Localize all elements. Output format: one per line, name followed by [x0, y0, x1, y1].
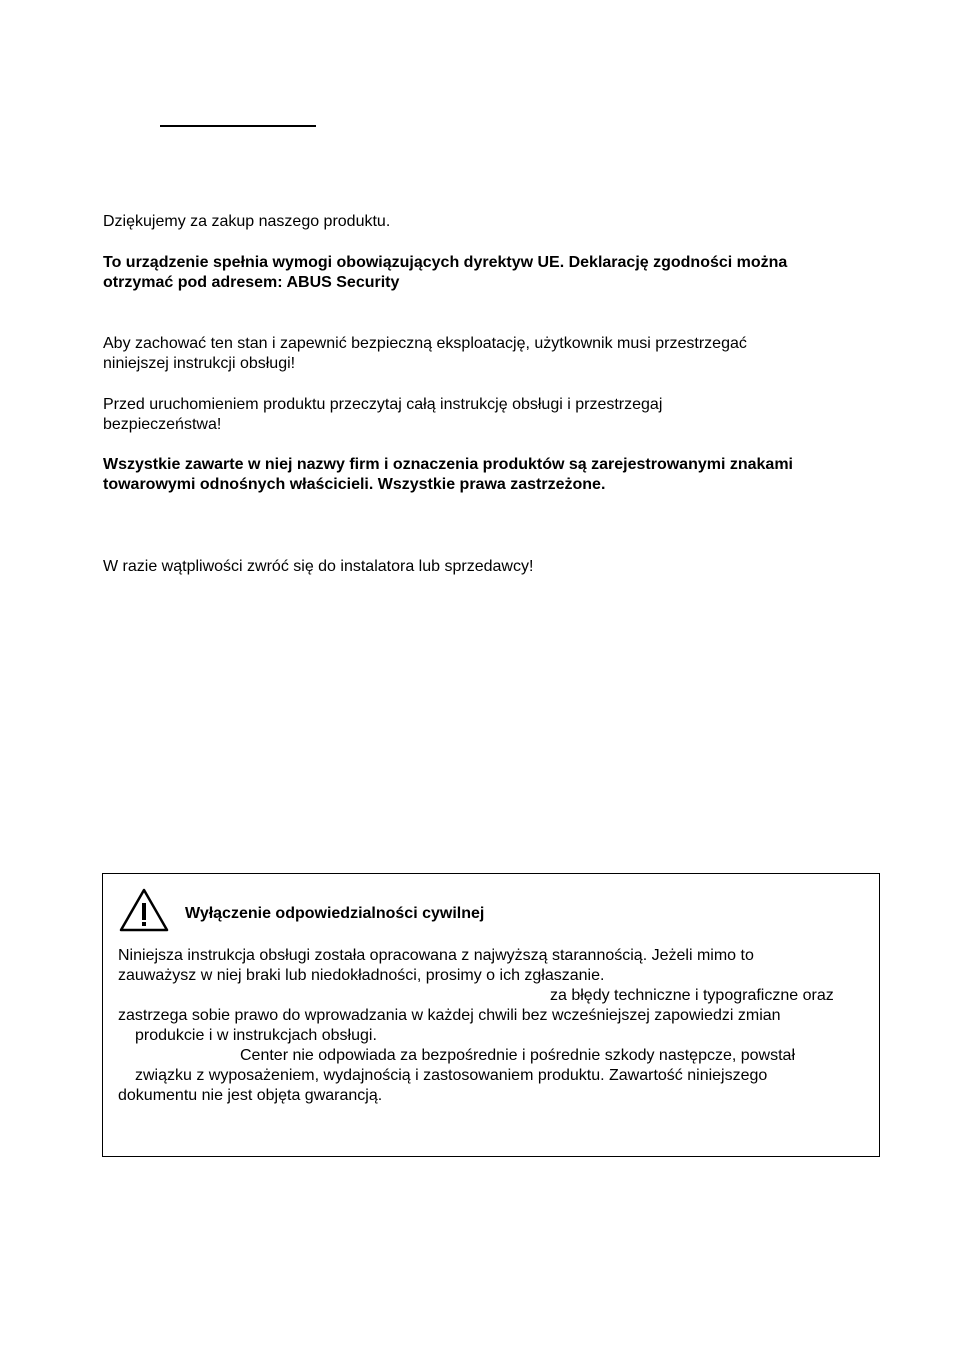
- read-before-line-1: Przed uruchomieniem produktu przeczytaj całą instrukcję obsługi i przestrzegaj: [103, 396, 663, 413]
- warning-triangle-icon: [118, 887, 170, 933]
- disclaimer-box: [102, 873, 880, 1157]
- conformity-line-1: To urządzenie spełnia wymogi obowiązujących dyrektyw UE. Deklarację zgodności można: [103, 254, 788, 271]
- disclaimer-line-3: za błędy techniczne i typograficzne oraz: [550, 987, 834, 1004]
- maintain-line-2: niniejszej instrukcji obsługi!: [103, 355, 296, 372]
- disclaimer-body: [118, 946, 878, 1106]
- doubts-line: W razie wątpliwości zwróć się do instalatora lub sprzedawcy!: [103, 558, 534, 575]
- doubts-text: [103, 557, 893, 577]
- header-rule: [160, 125, 316, 127]
- read-before-line-2: bezpieczeństwa!: [103, 416, 222, 433]
- maintain-line-1: Aby zachować ten stan i zapewnić bezpieczną eksploatację, użytkownik musi przestrzegać: [103, 335, 747, 352]
- disclaimer-line-7: związku z wyposażeniem, wydajnością i zastosowaniem produktu. Zawartość niniejszego: [135, 1067, 768, 1084]
- disclaimer-line-2: zauważysz w niej braki lub niedokładności, prosimy o ich zgłaszanie.: [118, 967, 605, 984]
- disclaimer-line-1: Niniejsza instrukcja obsługi została opracowana z najwyższą starannością. Jeżeli mimo to: [118, 947, 754, 964]
- trademarks-text: [103, 455, 893, 495]
- thanks-line: Dziękujemy za zakup naszego produktu.: [103, 213, 391, 230]
- disclaimer-title: Wyłączenie odpowiedzialności cywilnej: [185, 905, 485, 922]
- disclaimer-line-6: Center nie odpowiada za bezpośrednie i pośrednie szkody następcze, powstał: [240, 1047, 796, 1064]
- conformity-line-2: otrzymać pod adresem: ABUS Security: [103, 274, 400, 291]
- trademarks-line-1: Wszystkie zawarte w niej nazwy firm i oznaczenia produktów są zarejestrowanymi znakami: [103, 456, 793, 473]
- conformity-text: [103, 253, 893, 293]
- trademarks-line-2: towarowymi odnośnych właścicieli. Wszystkie prawa zastrzeżone.: [103, 476, 606, 493]
- maintain-text: [103, 334, 893, 374]
- disclaimer-line-8: dokumentu nie jest objęta gwarancją.: [118, 1087, 383, 1104]
- thanks-text: [103, 212, 893, 232]
- read-before-text: [103, 395, 893, 435]
- disclaimer-line-5: produkcie i w instrukcjach obsługi.: [135, 1027, 377, 1044]
- disclaimer-line-4: zastrzega sobie prawo do wprowadzania w każdej chwili bez wcześniejszej zapowiedzi zmian: [118, 1007, 781, 1024]
